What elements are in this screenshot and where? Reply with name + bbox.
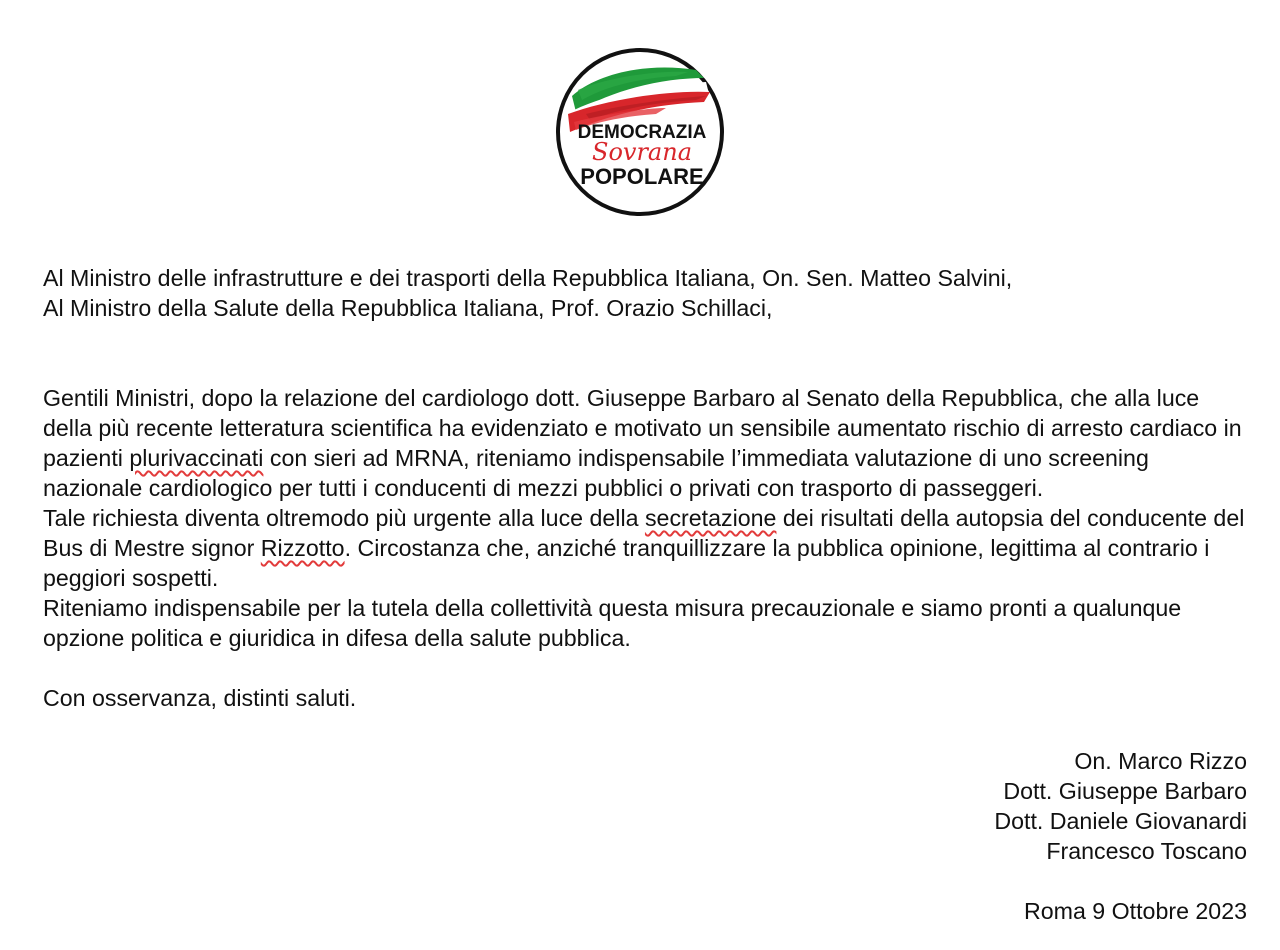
paragraph-conclusion: Riteniamo indispensabile per la tutela della collettività questa misura precauzionale e siamo pronti a qualunque opzione politica e giuridica in difesa della salute pubblica.	[43, 595, 1182, 651]
party-logo	[556, 44, 724, 220]
letter-date: Roma 9 Ottobre 2023	[1024, 898, 1247, 924]
signature-name: On. Marco Rizzo	[1074, 748, 1247, 774]
logo-text-popolare: POPOLARE	[580, 164, 704, 189]
closing-line: Con osservanza, distinti saluti.	[43, 685, 357, 711]
letter-body	[43, 263, 1253, 713]
recipient-line: Al Ministro delle infrastrutture e dei trasporti della Repubblica Italiana, On. Sen. Matteo Salvini,	[43, 265, 1013, 291]
signature-name: Francesco Toscano	[1046, 838, 1247, 864]
signatures-block	[994, 746, 1247, 866]
spellcheck-word: Rizzotto	[260, 535, 345, 561]
paragraph-urgency: Tale richiesta diventa oltremodo più urgente alla luce della secretazione dei risultati della autopsia del conducente del Bus di Mestre signor Rizzotto. Circostanza che, anziché tranquillizzare la pubblica opinione, legittima al contrario i peggiori sospetti.	[43, 505, 1245, 591]
paragraph-request: Gentili Ministri, dopo la relazione del cardiologo dott. Giuseppe Barbaro al Senato della Repubblica, che alla luce della più recente letteratura scientifica ha evidenziato e motivato un sensibile aumentato rischio di arresto cardiaco in pazienti plurivaccinati con sieri ad MRNA, riteniamo indispensabile l’immediata valutazione di uno screening nazionale cardiologico per tutti i conducenti di mezzi pubblici o privati con trasporto di passeggeri.	[43, 385, 1242, 501]
spellcheck-word: secretazione	[644, 505, 777, 531]
signature-name: Dott. Giuseppe Barbaro	[1003, 778, 1247, 804]
logo-text-democrazia: DEMOCRAZIA	[577, 122, 707, 143]
logo-text-sovrana: Sovrana	[592, 138, 692, 166]
signature-name: Dott. Daniele Giovanardi	[994, 808, 1247, 834]
spellcheck-word: plurivaccinati	[129, 445, 264, 471]
recipient-line: Al Ministro della Salute della Repubblica Italiana, Prof. Orazio Schillaci,	[43, 295, 773, 321]
